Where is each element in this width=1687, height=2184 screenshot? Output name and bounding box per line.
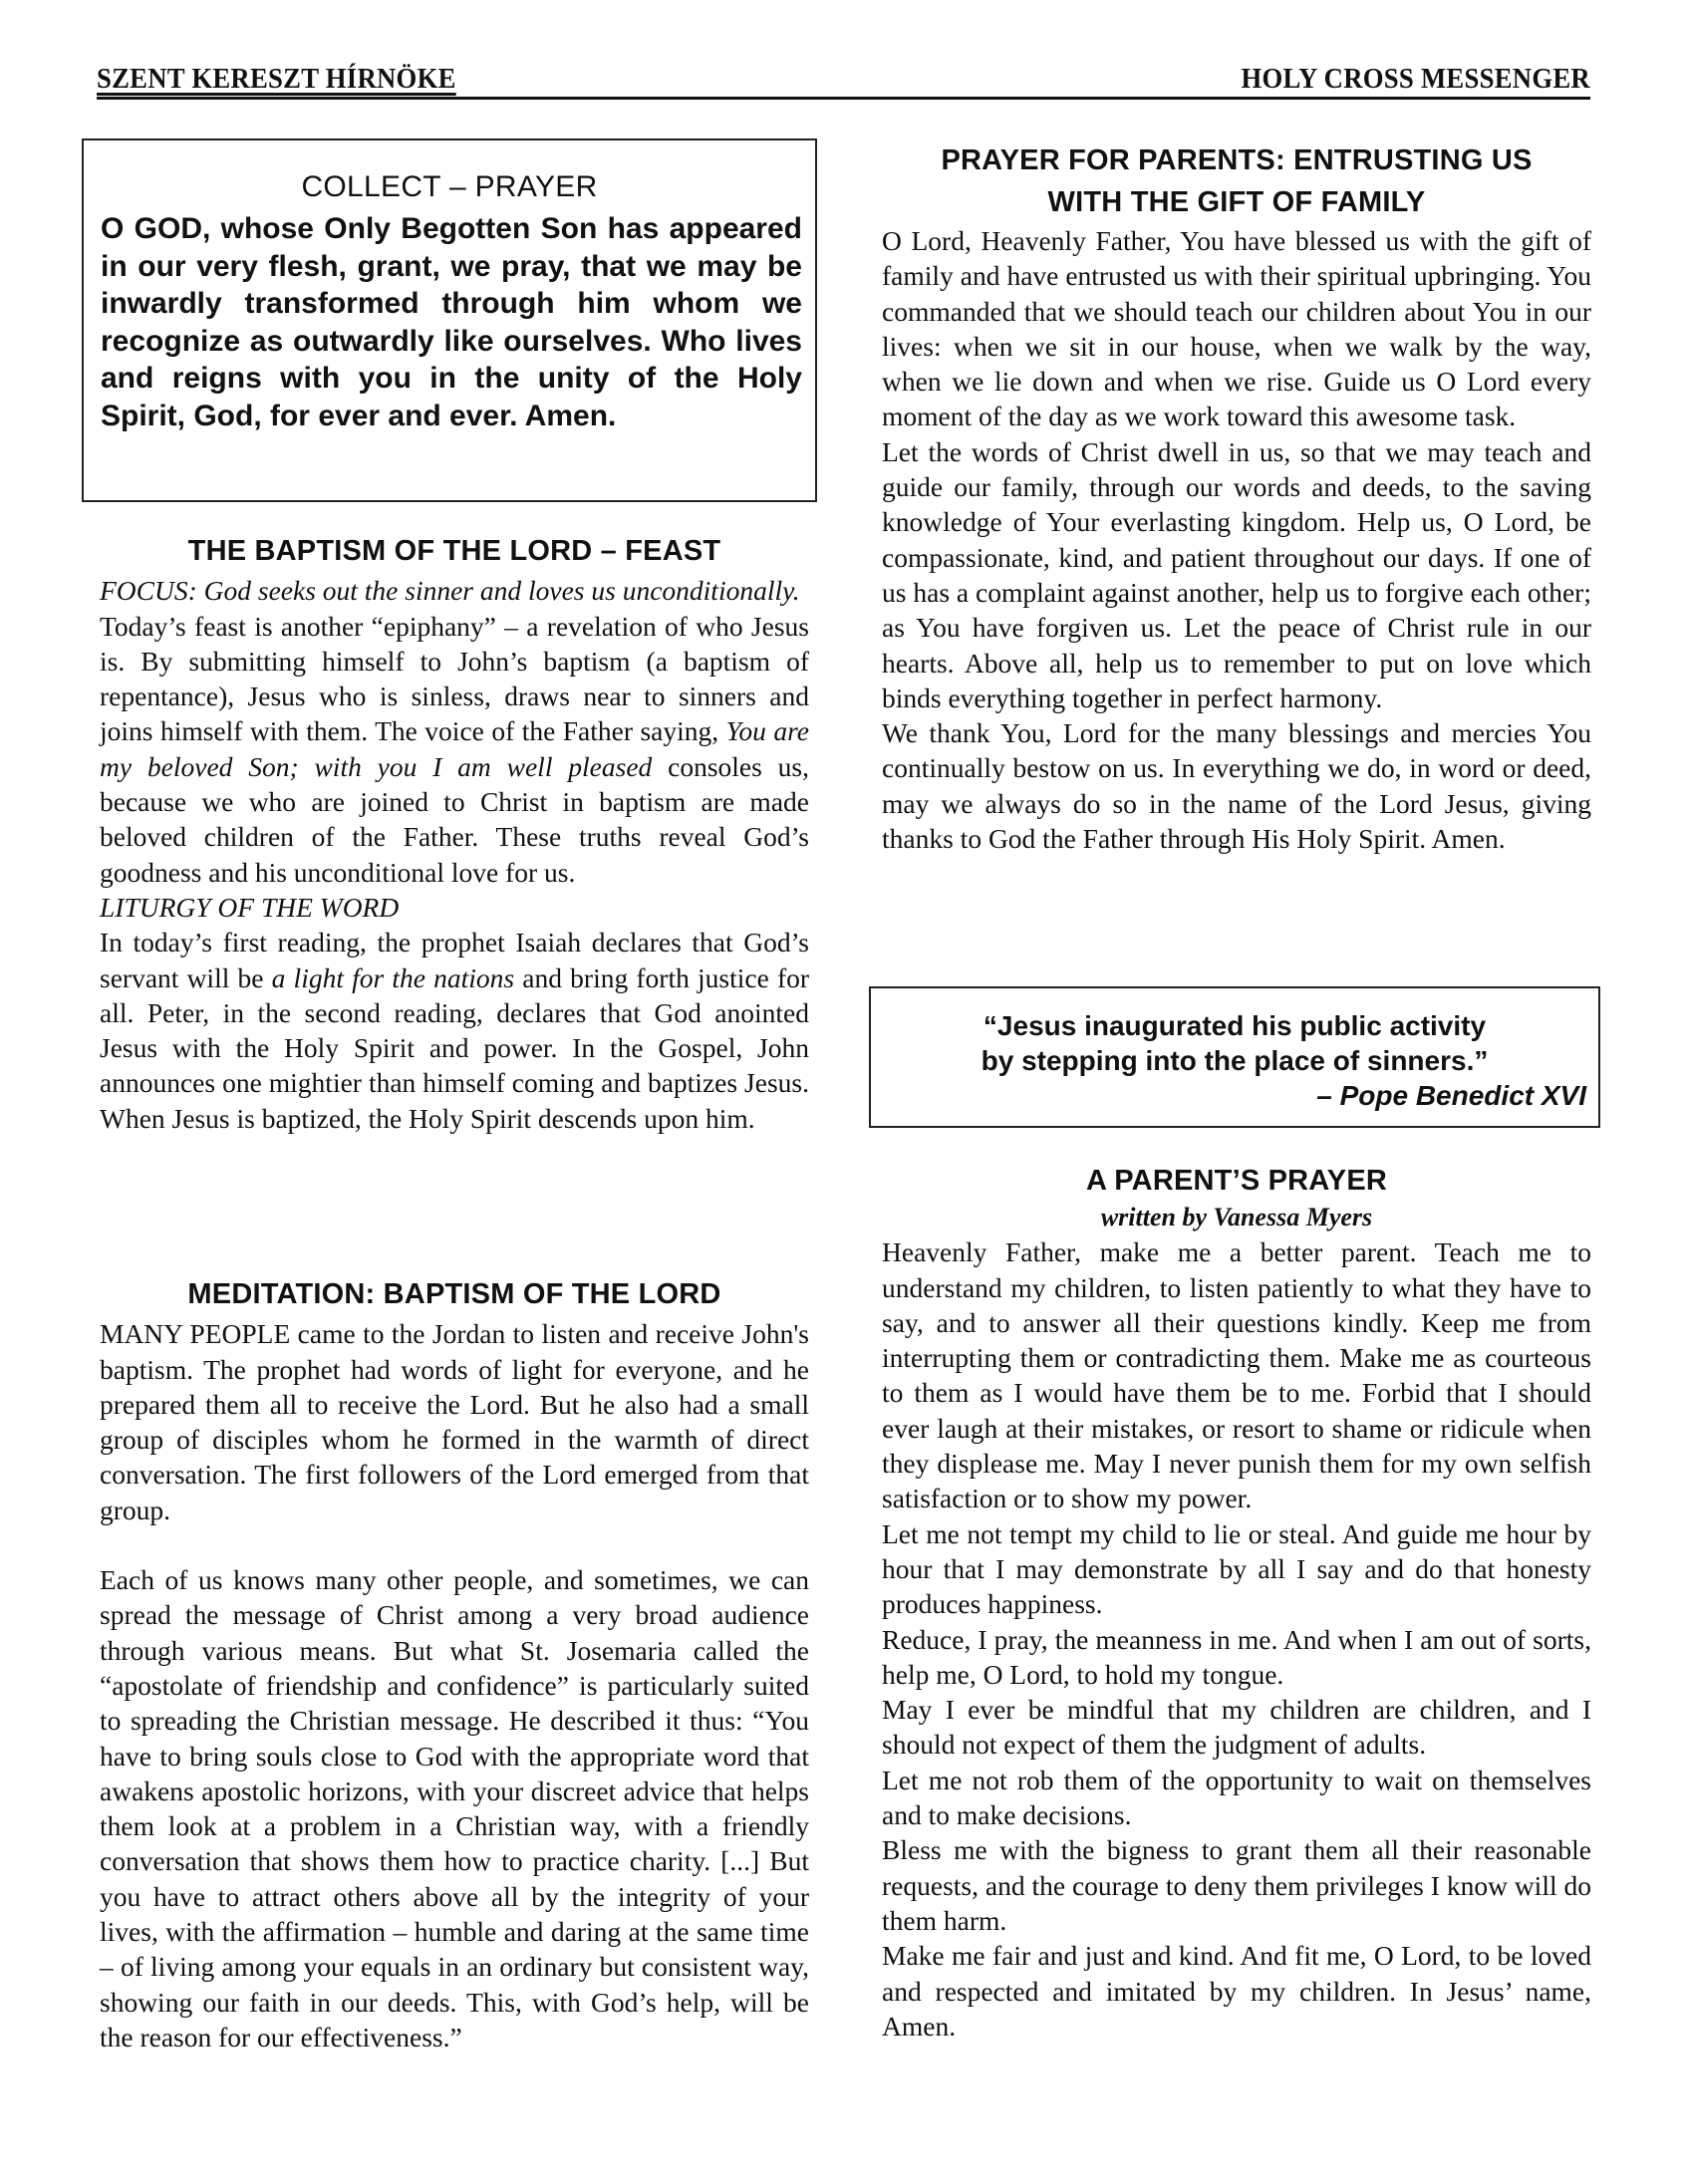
quote-line: by stepping into the place of sinners.”	[981, 1045, 1489, 1076]
parents-prayer-paragraph: We thank You, Lord for the many blessings and mercies You continually bestow on us. In everything we do, in word or deed, may we always do so in the name of the Lord Jesus, giving thanks to God the Father through His Holy Spirit. Amen.	[882, 717, 1591, 855]
parent-prayer-section	[882, 1164, 1591, 2044]
baptism-title: THE BAPTISM OF THE LORD – FEAST	[187, 535, 721, 567]
text-run: consoles us, because we who are joined to Christ in baptism are made beloved children of the Father. These truths reveal God’s goodness and his unconditional love for us.	[100, 750, 809, 888]
parent-prayer-paragraph: Let me not rob them of the opportunity to wait on themselves and to make decisions.	[882, 1764, 1591, 1831]
scripture-quote: You are my beloved Son; with you I am well pleased	[100, 715, 809, 782]
text-run: and bring forth justice for all. Peter, in the second reading, declares that God anointed Jesus with the Holy Spirit and power. In the Gospel, John announces one mightier than himself coming and baptizes Jesus. When Jesus is baptized, the Holy Spirit descends upon him.	[100, 961, 810, 1134]
baptism-paragraph-1	[100, 609, 809, 890]
collect-body: O GOD, whose Only Begotten Son has appeared in our very flesh, grant, we pray, that we may be inwardly transformed through him whom we recognize as outwardly like ourselves. Who lives and reigns with you in the unity of the Holy Spirit, God, for ever and ever. Amen.	[101, 212, 802, 432]
quote-text	[871, 1008, 1598, 1078]
parent-prayer-paragraph: Bless me with the bigness to grant them all their reasonable requests, and the courage to deny them privileges I know will do them harm.	[882, 1834, 1591, 1936]
meditation-section	[100, 1277, 809, 2054]
parent-prayer-paragraph: Make me fair and just and kind. And fit me, O Lord, to be loved and respected and imitated by my children. In Jesus’ name, Amen.	[882, 1940, 1591, 2042]
liturgy-heading: LITURGY OF THE WORD	[100, 891, 400, 923]
page-header	[97, 62, 1590, 100]
meditation-title: MEDITATION: BAPTISM OF THE LORD	[187, 1278, 721, 1310]
newsletter-title-english: HOLY CROSS MESSENGER	[1241, 63, 1590, 95]
meditation-paragraph-1: MANY PEOPLE came to the Jordan to listen and receive John's baptism. The prophet had words of light for everyone, and he prepared them all to receive the Lord. But he also had a small group of disciples whom he formed in the warmth of direct conversation. The first followers of the Lord emerged from that group.	[100, 1318, 809, 1525]
text-run: In today’s first reading, the prophet Isaiah declares that God’s servant will be	[100, 927, 809, 993]
parent-prayer-paragraph: May I ever be mindful that my children are children, and I should not expect of them the judgment of adults.	[882, 1694, 1591, 1761]
parents-prayer-title-line2: WITH THE GIFT OF FAMILY	[1047, 186, 1426, 218]
parent-prayer-paragraph: Heavenly Father, make me a better parent. Teach me to understand my children, to listen patiently to what they have to say, and to answer all their questions kindly. Keep me from interrupting them or contradicting them. Make me as courteous to them as I would have them be to me. Forbid that I should ever laugh at their mistakes, or resort to shame or ridicule when they displease me. May I never punish them for my own selfish satisfaction or to show my power.	[882, 1236, 1591, 1514]
parent-prayer-author: written by Vanessa Myers	[1100, 1203, 1373, 1232]
collect-prayer-box	[82, 138, 817, 502]
parents-prayer-section	[882, 139, 1591, 856]
collect-title: COLLECT – PRAYER	[301, 170, 598, 203]
parents-prayer-paragraph: O Lord, Heavenly Father, You have blessed us with the gift of family and have entrusted us with their spiritual upbringing. You commanded that we should teach our children about You in our lives: when we sit in our house, when we walk by the way, when we lie down and when we rise. Guide us O Lord every moment of the day as we work toward this awesome task.	[882, 225, 1591, 432]
quote-attribution: – Pope Benedict XVI	[1316, 1080, 1586, 1111]
quote-line: “Jesus inaugurated his public activity	[983, 1010, 1487, 1041]
parents-prayer-paragraph: Let the words of Christ dwell in us, so that we may teach and guide our family, through our words and deeds, to the saving knowledge of Your everlasting kingdom. Help us, O Lord, be compassionate, kind, and patient throughout our days. If one of us has a complaint against another, help us to forgive each other; as You have forgiven us. Let the peace of Christ rule in our hearts. Above all, help us to remember to put on love which binds everything together in perfect harmony.	[882, 435, 1591, 713]
parent-prayer-title: A PARENT’S PRAYER	[1085, 1165, 1388, 1197]
scripture-quote: a light for the nations	[271, 961, 515, 993]
header-rule	[97, 97, 1590, 100]
quote-box	[869, 986, 1600, 1128]
parents-prayer-title-line1: PRAYER FOR PARENTS: ENTRUSTING US	[941, 144, 1533, 176]
newsletter-title-hungarian: SZENT KERESZT HÍRNÖKE	[97, 63, 456, 95]
baptism-focus: FOCUS: God seeks out the sinner and loves us unconditionally.	[100, 575, 800, 607]
meditation-paragraph-2: Each of us knows many other people, and sometimes, we can spread the message of Christ among a very broad audience through various means. But what St. Josemaria called the “apostolate of friendship and confidence” is particularly suited to spreading the Christian message. He described it thus: “You have to bring souls close to God with the appropriate word that awakens apostolic horizons, with your discreet advice that helps them look at a problem in a Christian way, with a friendly conversation that shows them how to practice charity. [...] But you have to attract others above all by the integrity of your lives, with the affirmation – humble and daring at the same time – of living among your equals in an ordinary but consistent way, showing our faith in our deeds. This, with God’s help, will be the reason for our effectiveness.”	[100, 1564, 809, 2052]
baptism-paragraph-2	[100, 925, 809, 1136]
baptism-section	[100, 534, 809, 1136]
parent-prayer-paragraph: Let me not tempt my child to lie or steal. And guide me hour by hour that I may demonstrate by all I say and do that honesty produces happiness.	[882, 1517, 1591, 1620]
text-run: Today’s feast is another “epiphany” – a revelation of who Jesus is. By submitting himself to John’s baptism (a baptism of repentance), Jesus who is sinless, draws near to sinners and joins himself with them. The voice of the Father saying,	[100, 610, 809, 747]
parent-prayer-paragraph: Reduce, I pray, the meanness in me. And when I am out of sorts, help me, O Lord, to hold my tongue.	[882, 1623, 1591, 1690]
